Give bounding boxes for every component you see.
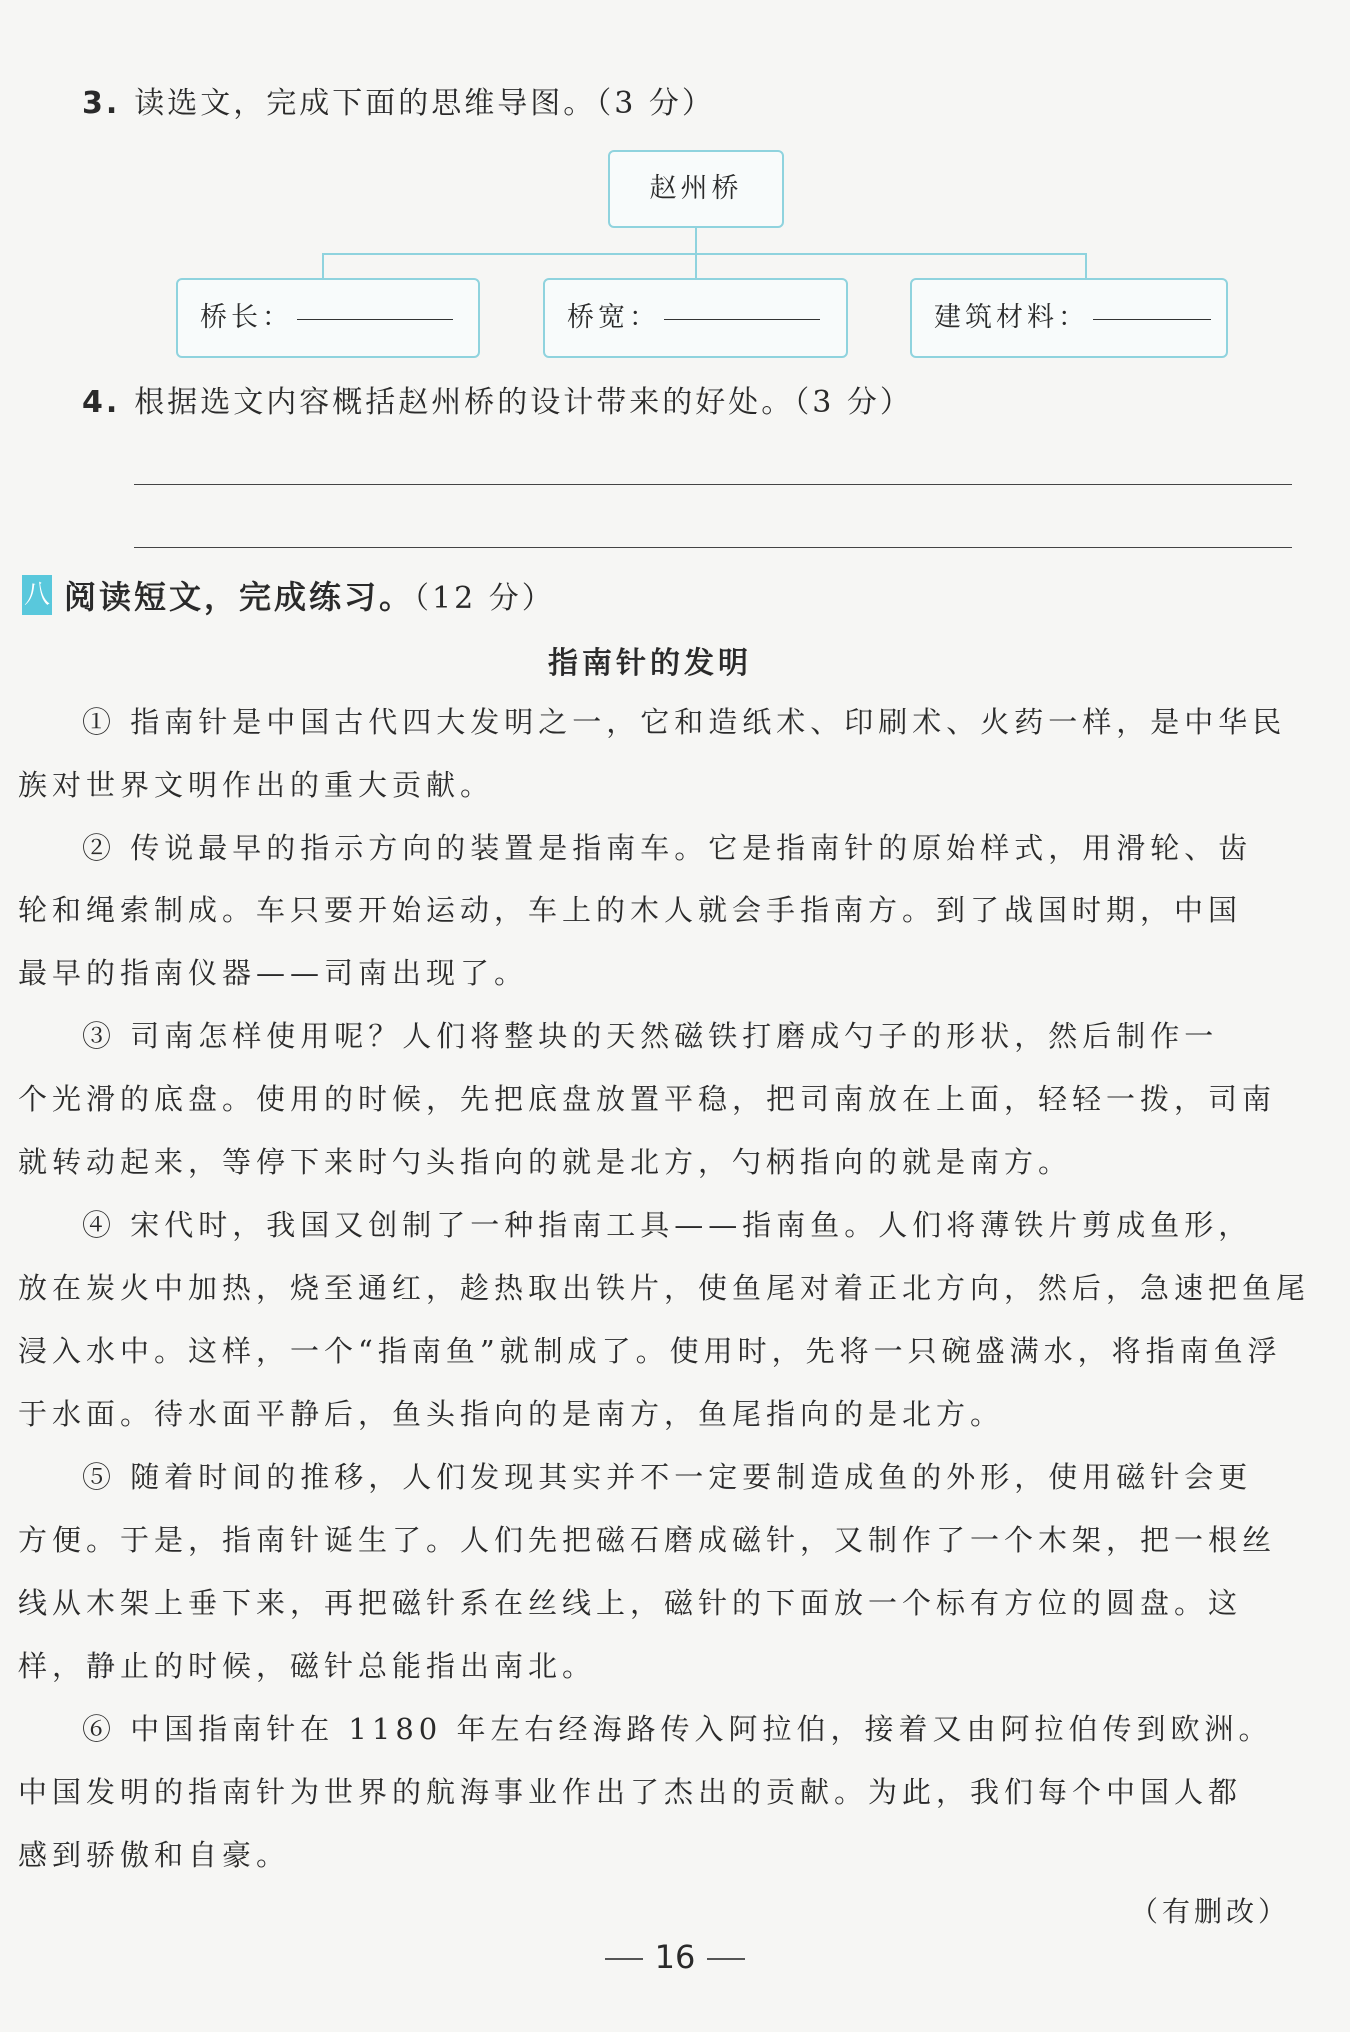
- article-line: ② 传说最早的指示方向的装置是指南车。它是指南针的原始样式，用滑轮、齿: [82, 831, 1253, 865]
- article-line: 线从木架上垂下来，再把磁针系在丝线上，磁针的下面放一个标有方位的圆盘。这: [18, 1586, 1243, 1620]
- mindmap-connector-left: [322, 253, 324, 278]
- mindmap-root-label: 赵州桥: [649, 173, 743, 204]
- article-line: ④ 宋代时，我国又创制了一种指南工具——指南鱼。人们将薄铁片剪成鱼形，: [82, 1208, 1253, 1242]
- question-text: 读选文，完成下面的思维导图。（3 分）: [134, 86, 715, 121]
- page-number: [0, 1938, 1350, 1976]
- question-text: 根据选文内容概括赵州桥的设计带来的好处。（3 分）: [134, 385, 913, 420]
- answer-blank[interactable]: [664, 285, 820, 320]
- article-line: 方便。于是，指南针诞生了。人们先把磁石磨成磁针，又制作了一个木架，把一根丝: [18, 1523, 1277, 1557]
- article-line: ⑥ 中国指南针在 1180 年左右经海路传入阿拉伯，接着又由阿拉伯传到欧洲。: [82, 1712, 1273, 1746]
- question-number: 3.: [82, 86, 121, 121]
- mindmap-root: [608, 150, 784, 228]
- article-line: 个光滑的底盘。使用的时候，先把底盘放置平稳，把司南放在上面，轻轻一拨，司南: [18, 1082, 1277, 1116]
- article-line: 放在炭火中加热，烧至通红，趁热取出铁片，使鱼尾对着正北方向，然后，急速把鱼尾: [18, 1271, 1311, 1305]
- question-number: 4.: [82, 385, 121, 420]
- answer-blank[interactable]: [297, 285, 453, 320]
- article-line: 浸入水中。这样，一个“指南鱼”就制成了。使用时，先将一只碗盛满水，将指南鱼浮: [18, 1334, 1282, 1368]
- section-number-badge: 八: [22, 575, 52, 615]
- answer-line[interactable]: [134, 484, 1292, 485]
- mindmap-node-material: [910, 278, 1228, 358]
- mindmap-connector-right: [1085, 253, 1087, 278]
- article-line: ③ 司南怎样使用呢？人们将整块的天然磁铁打磨成勺子的形状，然后制作一: [82, 1019, 1219, 1053]
- mindmap-connector-middle: [695, 253, 697, 278]
- page-number-dash: [605, 1958, 643, 1960]
- article-line: 于水面。待水面平静后，鱼头指向的是南方，鱼尾指向的是北方。: [18, 1397, 1005, 1431]
- article-line: 轮和绳索制成。车只要开始运动，车上的木人就会手指南方。到了战国时期，中国: [18, 893, 1243, 927]
- mindmap-node-label: 建筑材料：: [934, 302, 1089, 333]
- mindmap-node-label: 桥宽：: [567, 302, 660, 333]
- mindmap-node-width: [543, 278, 848, 358]
- question-3: [82, 84, 715, 124]
- question-4: [82, 383, 913, 423]
- mindmap-connector-stem: [695, 228, 697, 254]
- article-line: 感到骄傲和自豪。: [18, 1838, 291, 1872]
- answer-line[interactable]: [134, 547, 1292, 548]
- article-line: 族对世界文明作出的重大贡献。: [18, 768, 495, 802]
- section-title: 阅读短文，完成练习。: [64, 578, 415, 616]
- section-score: （12 分）: [414, 581, 555, 616]
- article-title: 指南针的发明: [548, 646, 752, 681]
- mindmap-node-length: [176, 278, 480, 358]
- article-line: 样，静止的时候，磁针总能指出南北。: [18, 1649, 597, 1683]
- article-line: 最早的指南仪器——司南出现了。: [18, 956, 529, 990]
- mindmap-connector-bar: [322, 253, 1086, 255]
- article-line: ① 指南针是中国古代四大发明之一，它和造纸术、印刷术、火药一样，是中华民: [82, 705, 1287, 739]
- article-line: 就转动起来，等停下来时勺头指向的就是北方，勺柄指向的就是南方。: [18, 1145, 1073, 1179]
- article-line: ⑤ 随着时间的推移，人们发现其实并不一定要制造成鱼的外形，使用磁针会更: [82, 1460, 1253, 1494]
- article-line: 中国发明的指南针为世界的航海事业作出了杰出的贡献。为此，我们每个中国人都: [18, 1775, 1243, 1809]
- answer-blank[interactable]: [1093, 285, 1211, 320]
- page-number-value: 16: [654, 1938, 696, 1976]
- page-number-dash: [707, 1958, 745, 1960]
- source-note: （有删改）: [1129, 1895, 1290, 1928]
- section-heading: [22, 572, 555, 618]
- mindmap-node-label: 桥长：: [200, 302, 293, 333]
